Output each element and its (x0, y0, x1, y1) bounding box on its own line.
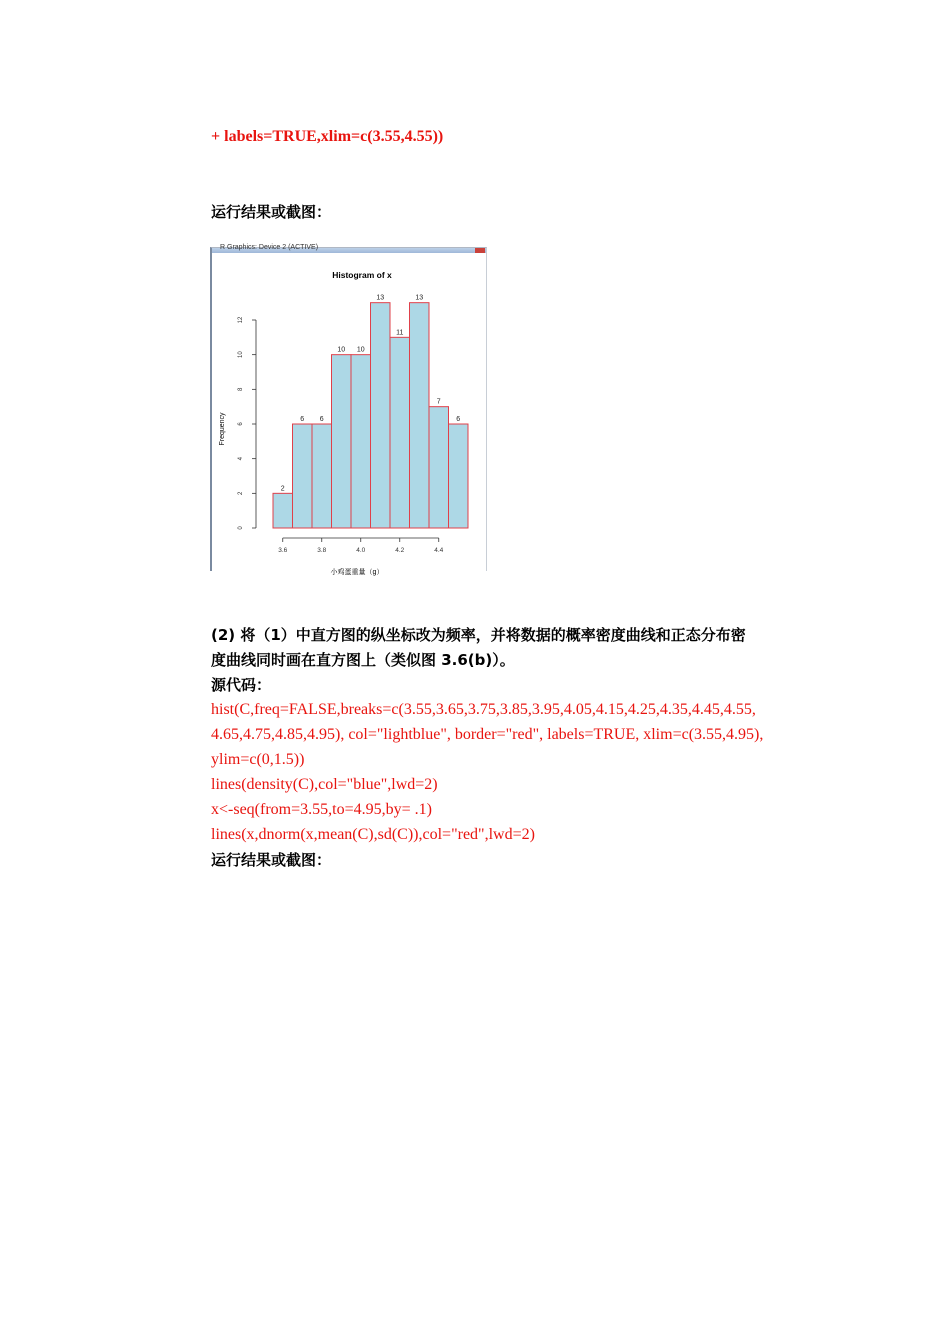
x-tick-label: 4.0 (356, 547, 366, 554)
bar-data-label: 6 (300, 416, 305, 423)
y-tick-label: 0 (238, 526, 244, 530)
question-2-line-2: 度曲线同时画在直方图上（类似图 3.6(b)）。 (211, 651, 515, 669)
code-line: lines(x,dnorm(x,mean(C),sd(C)),col="red",lwd=2) (211, 826, 535, 843)
y-tick-label: 6 (238, 422, 244, 426)
y-tick-label: 2 (238, 491, 244, 496)
histogram-bar (429, 407, 449, 528)
histogram-chart (212, 249, 487, 576)
x-tick-label: 3.6 (278, 547, 288, 554)
x-tick-label: 4.2 (395, 547, 405, 554)
bar-data-label: 11 (396, 329, 404, 337)
histogram-bar (449, 424, 469, 528)
histogram-bar (332, 355, 352, 528)
bar-data-label: 13 (415, 294, 424, 302)
bar-data-label: 10 (356, 346, 365, 354)
histogram-bar (390, 337, 410, 528)
y-tick-label: 4 (238, 456, 244, 461)
x-axis-label: 小鸡蛋重量（g） (330, 569, 384, 576)
bar-data-label: 7 (436, 398, 441, 406)
code-line: 4.65,4.75,4.85,4.95), col="lightblue", border="red", labels=TRUE, xlim=c(3.55,4.95), (211, 726, 764, 743)
code-line: hist(C,freq=FALSE,breaks=c(3.55,3.65,3.75,3.85,3.95,4.05,4.15,4.25,4.35,4.45,4.55, (211, 701, 756, 718)
histogram-bar (312, 424, 332, 528)
histogram-bar (351, 355, 371, 528)
x-tick-label: 3.8 (317, 547, 327, 554)
window-title: R Graphics: Device 2 (ACTIVE) (220, 244, 319, 251)
bar-data-label: 2 (280, 485, 285, 493)
histogram-bar (410, 303, 430, 528)
source-code-label: 源代码： (211, 676, 272, 694)
histogram-bar (371, 303, 391, 528)
y-axis-label: Frequency (219, 412, 226, 446)
code-line: x<-seq(from=3.55,to=4.95,by= .1) (211, 801, 432, 818)
y-tick-label: 10 (238, 351, 244, 359)
code-line: lines(density(C),col="blue",lwd=2) (211, 776, 438, 793)
x-axis (278, 538, 443, 554)
bar-data-label: 6 (456, 416, 461, 423)
x-tick-label: 4.4 (434, 547, 444, 554)
y-tick-label: 8 (238, 387, 244, 392)
result-label-1: 运行结果或截图： (211, 203, 332, 221)
question-2-line-1: (2) 将（1）中直方图的纵坐标改为频率，并将数据的概率密度曲线和正态分布密 (211, 626, 746, 644)
code-line-top: + labels=TRUE,xlim=c(3.55,4.55)) (211, 128, 444, 145)
result-label-2: 运行结果或截图： (211, 851, 332, 869)
bar-data-label: 10 (337, 346, 346, 354)
code-line: ylim=c(0,1.5)) (211, 751, 305, 768)
y-axis (238, 316, 256, 530)
y-tick-label: 12 (238, 316, 244, 324)
r-graphics-window (210, 244, 487, 576)
bar-data-label: 6 (319, 416, 324, 423)
histogram-bar (293, 424, 313, 528)
bar-data-label: 13 (376, 294, 385, 302)
histogram-bar (273, 493, 293, 528)
chart-title: Histogram of x (332, 270, 392, 280)
